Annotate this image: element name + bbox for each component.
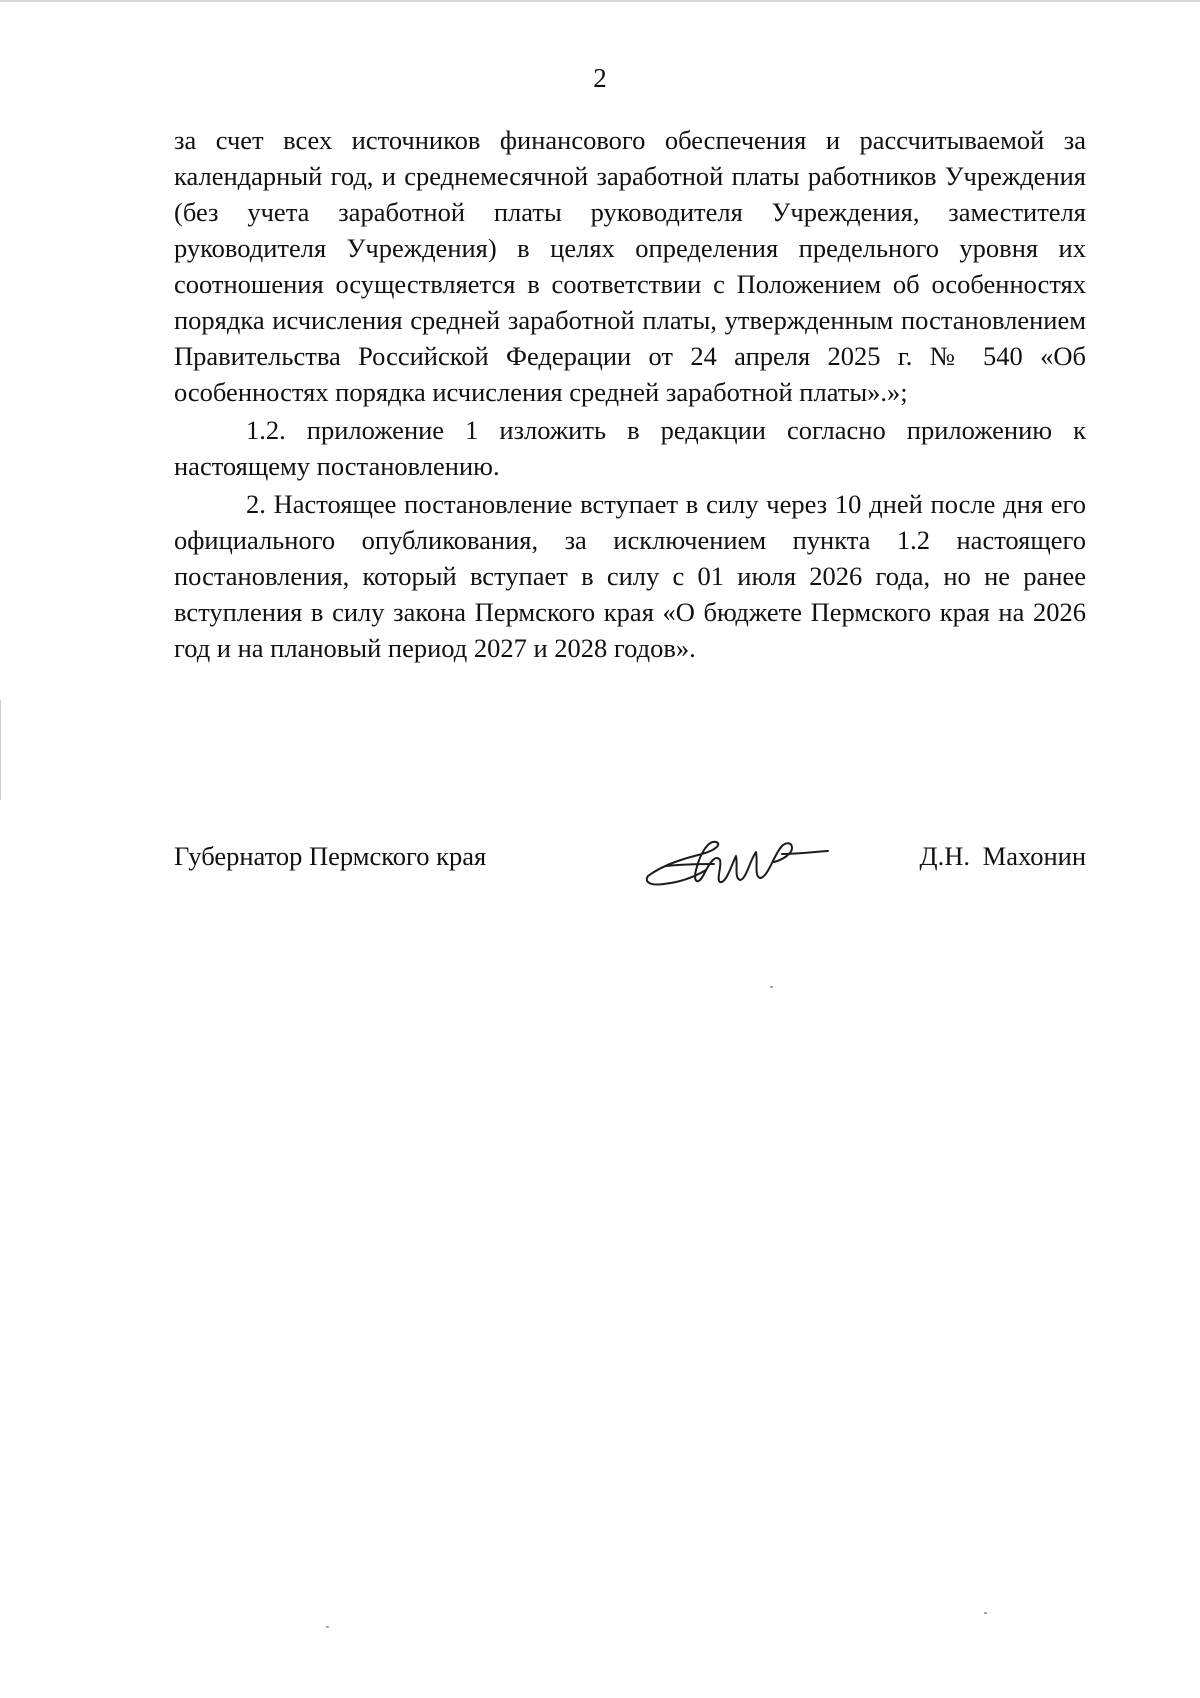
scan-edge-left <box>0 700 1 800</box>
signer-name: Д.Н. Махонин <box>919 841 1086 871</box>
scan-edge-top <box>0 0 1200 2</box>
signer-title: Губернатор Пермского края <box>174 841 487 871</box>
paragraph-continuation: за счет всех источников финансового обеспечения и рассчитываемой за календарный год, и среднемесячной заработной платы работников Учреждения (без учета заработной платы руководителя Учреждения, заместителя руководителя Учреждения) в целях определения предельного уровня их соотношения осуществляется в соответствии с Положением об особенностях порядка исчисления средней заработной платы, утвержденным постановлением Правительства Российской Федерации от 24 апреля 2025 г. № 540 «Об особенностях порядка исчисления средней заработной платы».»; <box>174 125 1086 407</box>
signature-block <box>174 838 1086 918</box>
document-body <box>174 122 1086 666</box>
paragraph-item-1-2: 1.2. приложение 1 изложить в редакции согласно приложению к настоящему постановлению. <box>174 415 1086 481</box>
paragraph-item-2: 2. Настоящее постановление вступает в силу через 10 дней после дня его официального опубликования, за исключением пункта 1.2 настоящего постановления, который вступает в силу с 01 июля 2026 года, но не ранее вступления в силу закона Пермского края «О бюджете Пермского края на 2026 год и на плановый период 2027 и 2028 годов». <box>174 489 1086 663</box>
scan-speck <box>984 1612 987 1614</box>
handwritten-signature <box>636 824 836 904</box>
page-number: 2 <box>593 63 607 93</box>
scan-speck <box>770 986 773 988</box>
scan-speck <box>326 1626 329 1628</box>
